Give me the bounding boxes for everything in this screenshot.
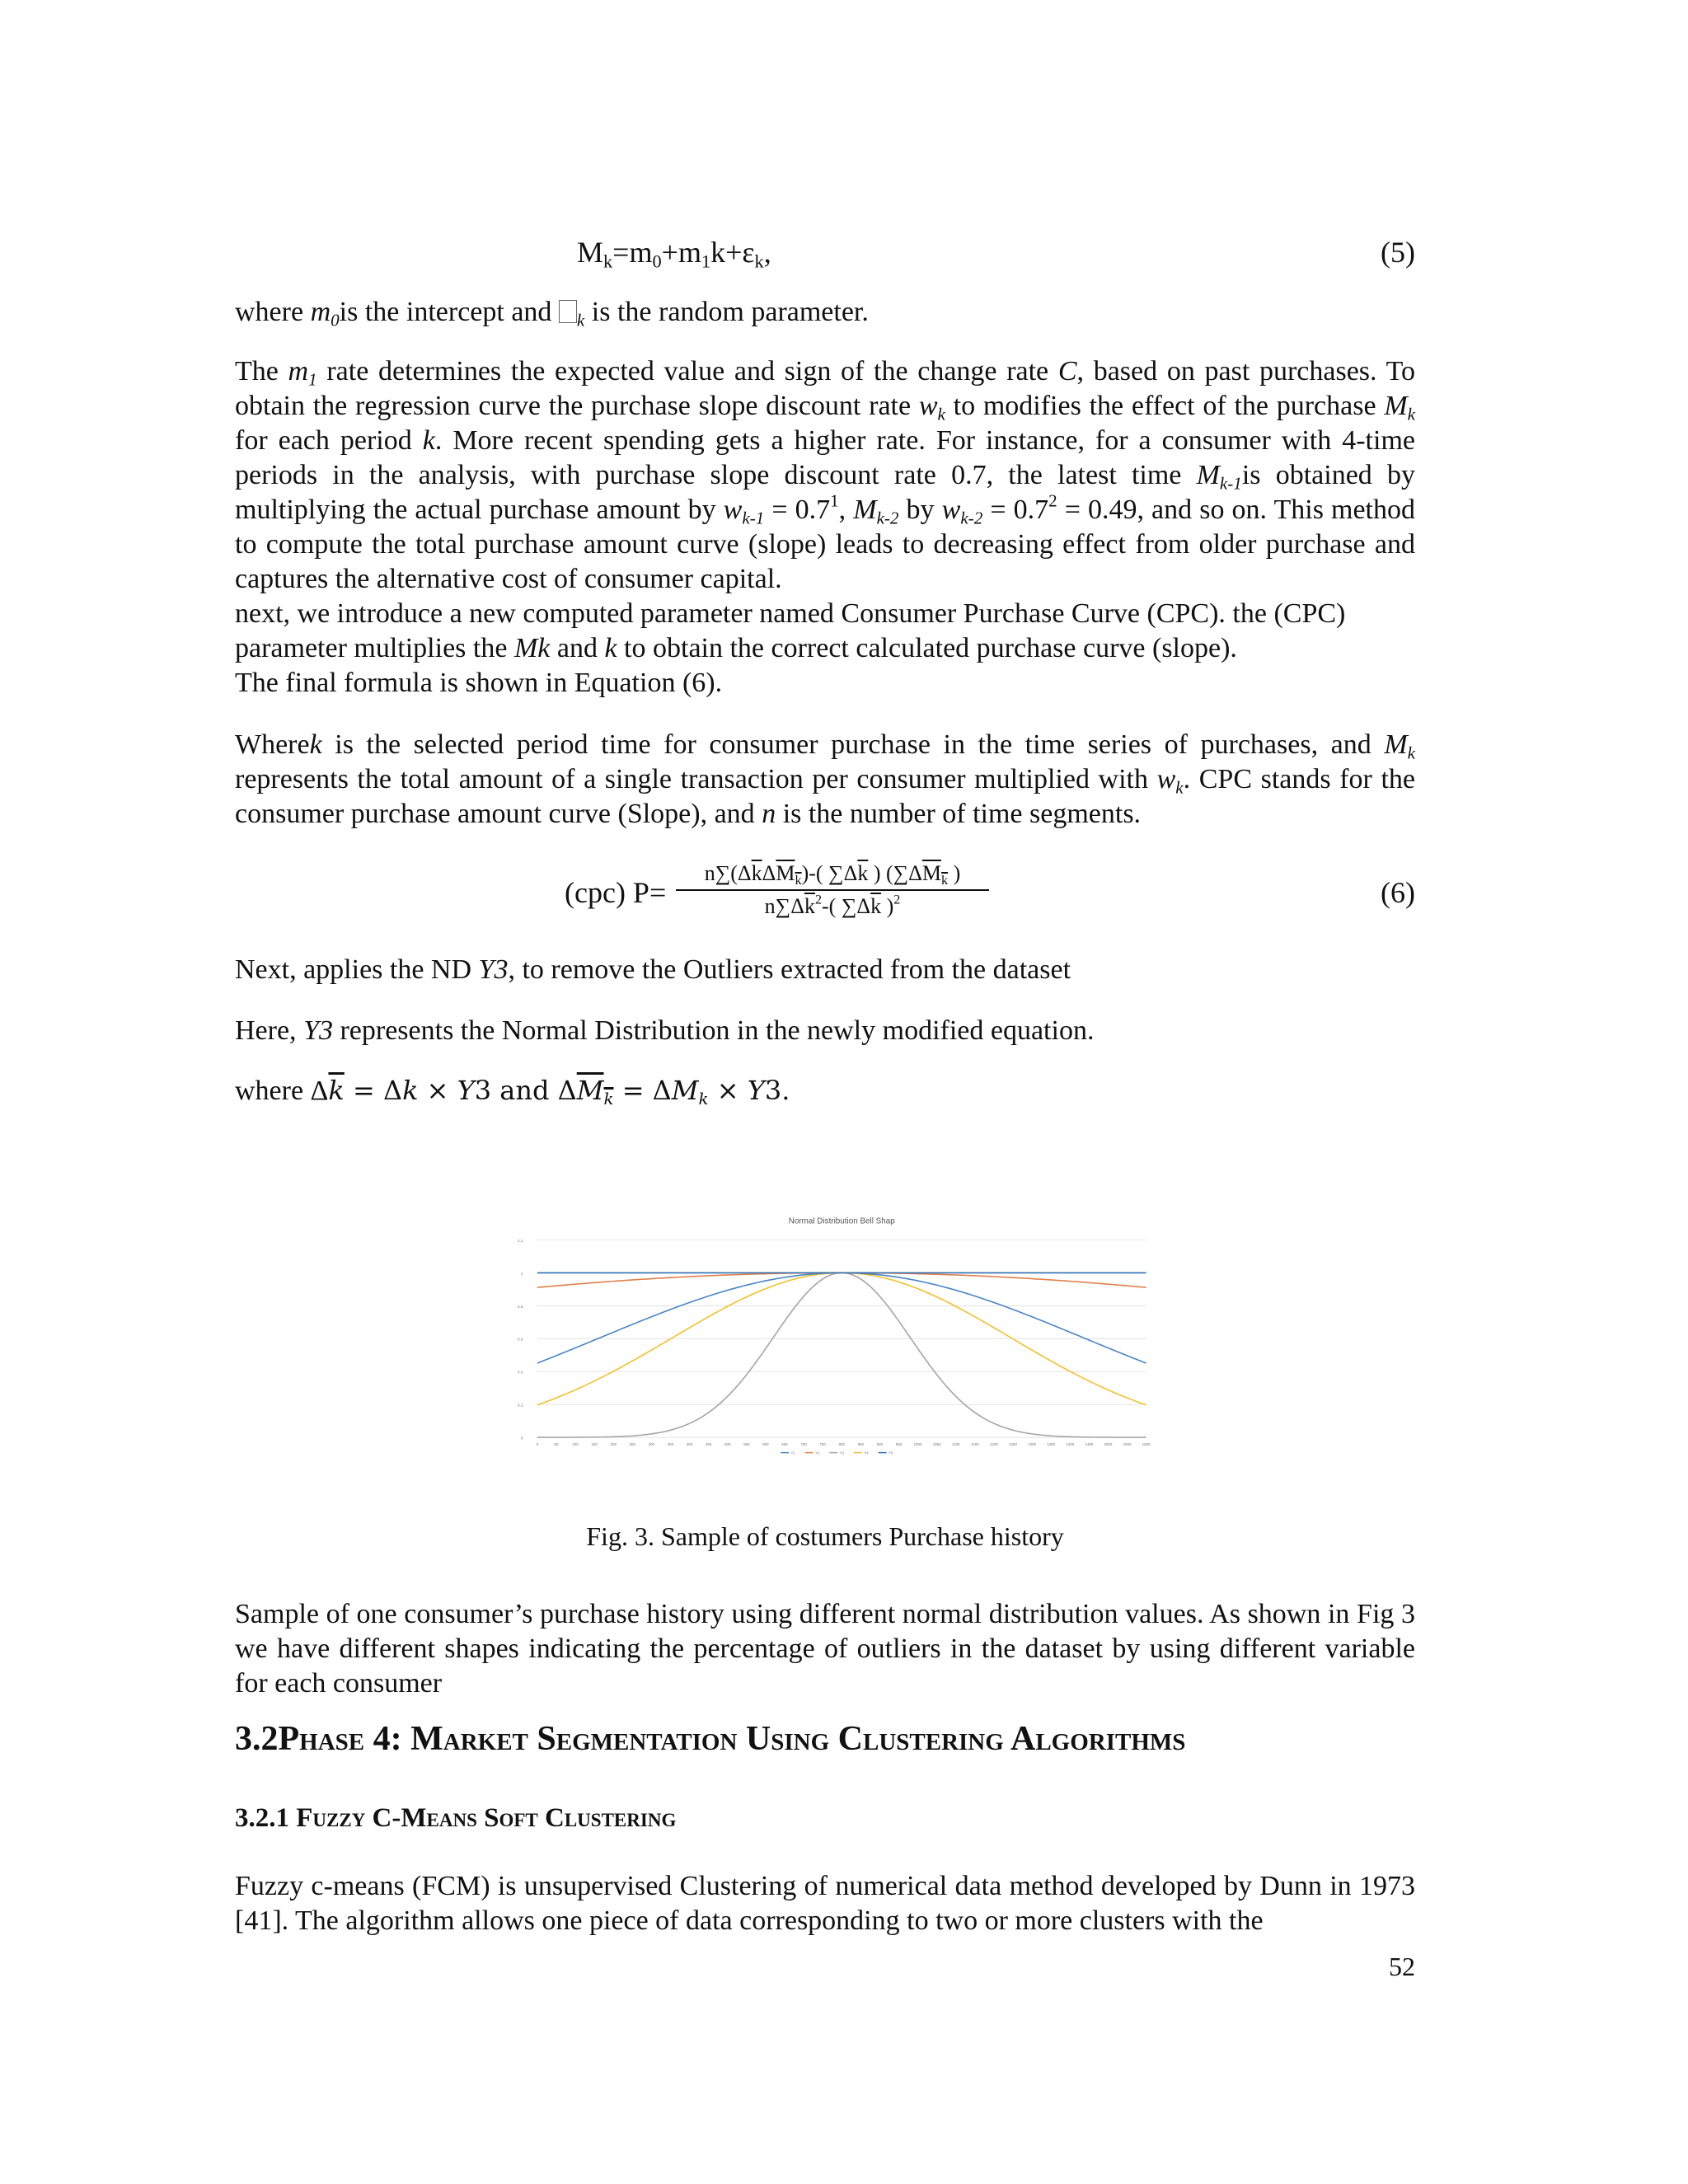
x-tick-label: 1150 [971, 1441, 979, 1446]
p2-m1: m [288, 356, 309, 387]
chart-series [537, 1272, 1146, 1437]
p2-s4: to modifies the effect of the purchase [945, 391, 1385, 421]
subsection-number: 3.2.1 [235, 1803, 289, 1833]
series-line-y3 [537, 1272, 1146, 1437]
eq6-numerator [676, 861, 989, 891]
chart-gridlines [537, 1240, 1146, 1437]
legend-label: Y4 [864, 1451, 869, 1455]
p7-s1: Here, [235, 1015, 304, 1046]
equation-6-number: (6) [1381, 876, 1415, 909]
p1-eps-sub: k [576, 310, 585, 330]
y-tick-label: 0.4 [517, 1371, 523, 1376]
eq5-term-d: , [763, 236, 771, 269]
p7-Y3: Y3 [303, 1015, 333, 1046]
paragraph-intercept [235, 295, 1415, 330]
p5-Mk: M [1384, 729, 1408, 760]
eq6-num-a: n∑(Δ [704, 861, 752, 885]
eq6-lhs: (cpc) P= [565, 876, 667, 909]
x-tick-label: 500 [724, 1441, 731, 1446]
x-tick-label: 1550 [1123, 1441, 1132, 1446]
chart-legend [781, 1451, 893, 1455]
p8-s6: 3. [764, 1075, 790, 1106]
p8-M: M [576, 1075, 604, 1106]
p5-s5: is the number of time segments. [776, 799, 1142, 829]
missing-glyph-icon [559, 300, 577, 323]
paragraph-sample-history: Sample of one consumer’s purchase history using different normal distribution values. As shown in Fig 3 we have different shapes indicating the percentage of outliers in the dataset by using different variable for each consumer [235, 1599, 1415, 1699]
page-number: 52 [1389, 1952, 1415, 1981]
p5-k: k [309, 729, 322, 760]
paragraph-where-k [235, 728, 1415, 832]
equation-5-body [577, 235, 771, 272]
eq6-num-M2-sub: k [941, 873, 949, 888]
equation-5 [235, 235, 1415, 276]
eq6-den-sup: 2 [814, 893, 822, 907]
p8-M2: M [671, 1075, 699, 1106]
eq5-term-a: =m [612, 236, 653, 269]
legend-label: Y1 [790, 1451, 795, 1455]
x-tick-label: 0 [536, 1441, 539, 1446]
p2-sup1: 1 [830, 490, 839, 511]
p1-text-a: where [235, 297, 311, 327]
p2-wk2: w [941, 494, 961, 525]
eq6-num-d: ) (∑Δ [868, 861, 922, 885]
p2-k: k [422, 425, 435, 456]
p2-m1-sub: 1 [308, 369, 317, 390]
p2-s5: for each period [235, 425, 423, 456]
p2-s7: is obtained by multiplying the actual purchase amount by [235, 460, 1415, 525]
p8-Y3a: Y [457, 1075, 475, 1106]
p3-s3: to obtain the correct calculated purchase curve (slope). [617, 633, 1237, 663]
eq6-num-e: ) [948, 861, 961, 885]
normal-distribution-chart [495, 1162, 1187, 1500]
x-tick-label: 300 [648, 1441, 655, 1446]
legend-label: Y5 [889, 1451, 893, 1455]
eq6-den-b: -( ∑Δ [822, 894, 871, 918]
x-tick-label: 1050 [932, 1441, 941, 1446]
subsection-heading [235, 1803, 676, 1834]
eq6-num-M: M [776, 861, 795, 885]
x-tick-label: 200 [610, 1441, 617, 1446]
p2-s1: The [235, 356, 288, 387]
eq6-num-M2: M [921, 861, 942, 885]
x-tick-label: 1350 [1047, 1441, 1056, 1446]
p2-wk2-sub: k-2 [960, 508, 983, 528]
x-tick-label: 1100 [951, 1441, 960, 1446]
p2-wk: w [918, 391, 938, 421]
paragraph-cpc-intro [235, 597, 1415, 666]
x-tick-label: 800 [838, 1441, 845, 1446]
series-line-y2 [537, 1272, 1146, 1287]
chart-title: Normal Distribution Bell Shap [788, 1216, 895, 1226]
x-tick-label: 1500 [1104, 1441, 1113, 1446]
paragraph-delta-definitions [235, 1073, 1415, 1108]
p2-Mk1-sub: k-1 [1219, 473, 1242, 494]
y-tick-label: 0 [520, 1436, 523, 1441]
p2-Mk1: M [1196, 460, 1220, 490]
eq5-lhs: M [577, 236, 604, 269]
x-tick-label: 1600 [1142, 1441, 1151, 1446]
p2-s8: = 0.7 [764, 494, 831, 525]
p1-m0-sub: 0 [331, 310, 340, 330]
p5-s3: represents the total amount of a single transaction per consumer multiplied with [235, 764, 1157, 794]
x-tick-label: 1000 [913, 1441, 922, 1446]
paragraph-fcm: Fuzzy c-means (FCM) is unsupervised Clustering of numerical data method developed by Dunn in 1973 [41]. The algorithm allows one piece of data corresponding to two or more clusters with the [235, 1871, 1415, 1936]
p6-s2: , to remove the Outliers extracted from the dataset [508, 954, 1071, 985]
p8-s4: = Δ [613, 1075, 672, 1106]
y-tick-label: 0.2 [517, 1404, 523, 1408]
eq6-denominator [676, 891, 989, 919]
p1-text-b: is the intercept and [339, 297, 559, 327]
p5-s4: . CPC stands for the consumer purchase amount curve (Slope), and [235, 764, 1415, 829]
p2-Mk2: M [853, 494, 877, 525]
legend-label: Y3 [839, 1451, 845, 1455]
p2-s6: . More recent spending gets a higher rate. For instance, for a consumer with 4-time periods in the analysis, with purchase slope discount rate 0.7, the latest time [235, 425, 1415, 490]
eq5-lhs-sub: k [603, 251, 613, 272]
x-tick-label: 650 [781, 1441, 788, 1446]
p2-wk-sub: k [937, 404, 945, 424]
p5-wk: w [1156, 764, 1176, 794]
p2-wk1: w [723, 494, 743, 525]
p3-s2: and [550, 633, 605, 663]
subsection-title: Fuzzy C-Means Soft Clustering [296, 1803, 677, 1833]
eq6-den-c: ) [881, 894, 894, 918]
eq6-num-k: $\overline{k}$ [751, 861, 762, 885]
x-tick-label: 750 [819, 1441, 826, 1446]
paragraph-m1-rate [235, 354, 1415, 597]
p2-Mk-sub: k [1407, 404, 1416, 424]
eq6-num-k2: $\overline{k}$ [857, 861, 869, 885]
x-tick-label: 600 [762, 1441, 769, 1446]
eq6-num-c: )-( ∑Δ [801, 861, 858, 885]
p6-s1: Next, applies the ND [235, 954, 479, 985]
p2-s11: = 0.7 [982, 494, 1049, 525]
x-tick-label: 1300 [1028, 1441, 1037, 1446]
legend-label: Y2 [815, 1451, 820, 1455]
x-tick-label: 400 [686, 1441, 693, 1446]
p8-s3b: 3 and Δ [474, 1075, 577, 1106]
p8-s1: where Δ [235, 1076, 329, 1106]
section-title: Phase 4: Market Segmentation Using Clustering Algorithms [278, 1720, 1186, 1758]
eq5-term-b: +m [661, 236, 701, 269]
p8-M2-sub: k [698, 1089, 709, 1108]
x-tick-label: 350 [667, 1441, 674, 1446]
section-heading [235, 1719, 1185, 1759]
paragraph-y3-meaning [235, 1014, 1415, 1048]
p1-m0: m [310, 297, 331, 327]
p2-s9: , [838, 494, 854, 525]
y-tick-label: 1 [520, 1272, 523, 1277]
p5-s1: Where [235, 729, 310, 760]
p8-Y3b: Y [747, 1075, 765, 1106]
eq6-num-M-group [776, 861, 802, 888]
p8-s5: × [708, 1075, 748, 1106]
x-tick-label: 550 [743, 1441, 750, 1446]
eq5-term-c: k+ε [710, 236, 755, 269]
p2-s3: , based on past purchases. To obtain the regression curve the purchase slope discount rate [235, 356, 1415, 421]
x-tick-label: 700 [800, 1441, 807, 1446]
x-tick-label: 1400 [1066, 1441, 1075, 1446]
series-line-y1 [537, 1272, 1146, 1363]
eq6-den-a: n∑Δ [764, 894, 804, 918]
eq5-term-a-sub: 0 [652, 251, 662, 272]
eq6-num-M-sub: k [795, 873, 802, 888]
p2-s2: rate determines the expected value and sign of the change rate [316, 356, 1058, 387]
p2-s12: = 0.49, and so on. This method to compute the total purchase amount curve (slope) leads to decreasing effect from older purchase and captures the alternative cost of consumer capital. [235, 494, 1415, 594]
p5-n: n [762, 799, 776, 829]
eq6-fraction [676, 861, 989, 919]
p3-s1: next, we introduce a new computed parameter named Consumer Purchase Curve (CPC). the (CPC) parameter multiplies the [235, 598, 1346, 663]
x-tick-label: 1450 [1085, 1441, 1094, 1446]
equation-5-number: (5) [1381, 236, 1415, 269]
eq6-num-b: Δ [762, 861, 776, 885]
p2-wk1-sub: k-1 [742, 508, 765, 528]
p8-M-group [577, 1075, 614, 1106]
eq6-den-k2: $\overline{k}$ [870, 894, 882, 918]
section-number: 3.2 [235, 1720, 279, 1758]
y-tick-label: 0.6 [517, 1338, 523, 1343]
y-tick-label: 0.8 [517, 1305, 523, 1310]
x-tick-label: 450 [705, 1441, 712, 1446]
p1-text-c: is the random parameter. [584, 297, 869, 327]
x-tick-label: 850 [857, 1441, 865, 1446]
paragraph-apply-nd [235, 953, 1415, 987]
p5-s2: is the selected period time for consumer purchase in the time series of purchases, and [321, 729, 1385, 760]
p5-wk-sub: k [1175, 777, 1184, 798]
paragraph-final-formula: The final formula is shown in Equation (6). [235, 668, 723, 698]
y-tick-label: 1.2 [517, 1239, 523, 1244]
x-tick-label: 950 [895, 1441, 903, 1446]
x-tick-label: 1250 [1009, 1441, 1017, 1446]
eq5-term-b-sub: 1 [701, 251, 711, 272]
eq6-num-M2-group [921, 861, 949, 888]
p3-Mk: Mk [513, 633, 551, 663]
p6-Y3: Y3 [478, 954, 509, 985]
p2-C: C [1057, 356, 1077, 387]
x-tick-label: 100 [572, 1441, 579, 1446]
x-tick-label: 900 [876, 1441, 884, 1446]
figure-caption: Fig. 3. Sample of costumers Purchase history [586, 1521, 1064, 1551]
chart-x-ticks [537, 1442, 1151, 1446]
x-tick-label: 1200 [989, 1441, 998, 1446]
p5-Mk-sub: k [1407, 743, 1415, 763]
p8-M-sub: k [603, 1089, 614, 1108]
p2-Mk: M [1384, 391, 1408, 421]
eq6-den-sup2: 2 [893, 893, 901, 907]
p8-k2: k [402, 1075, 419, 1106]
p8-s3: × [418, 1075, 457, 1106]
x-tick-label: 50 [554, 1441, 559, 1446]
chart-y-ticks [518, 1239, 523, 1441]
x-tick-label: 250 [629, 1441, 636, 1446]
p8-s2: = Δ [344, 1075, 403, 1106]
eq5-term-c-sub: k [754, 251, 764, 272]
x-tick-label: 150 [591, 1441, 598, 1446]
p3-k: k [604, 633, 617, 663]
p8-k: $\overline{k}$ [328, 1075, 345, 1106]
p2-Mk2-sub: k-2 [876, 508, 899, 528]
p7-s2: represents the Normal Distribution in the newly modified equation. [332, 1015, 1095, 1046]
eq6-den-k: $\overline{k}$ [804, 894, 815, 918]
p2-sup2: 2 [1048, 490, 1057, 511]
p2-s10: by [898, 494, 942, 525]
